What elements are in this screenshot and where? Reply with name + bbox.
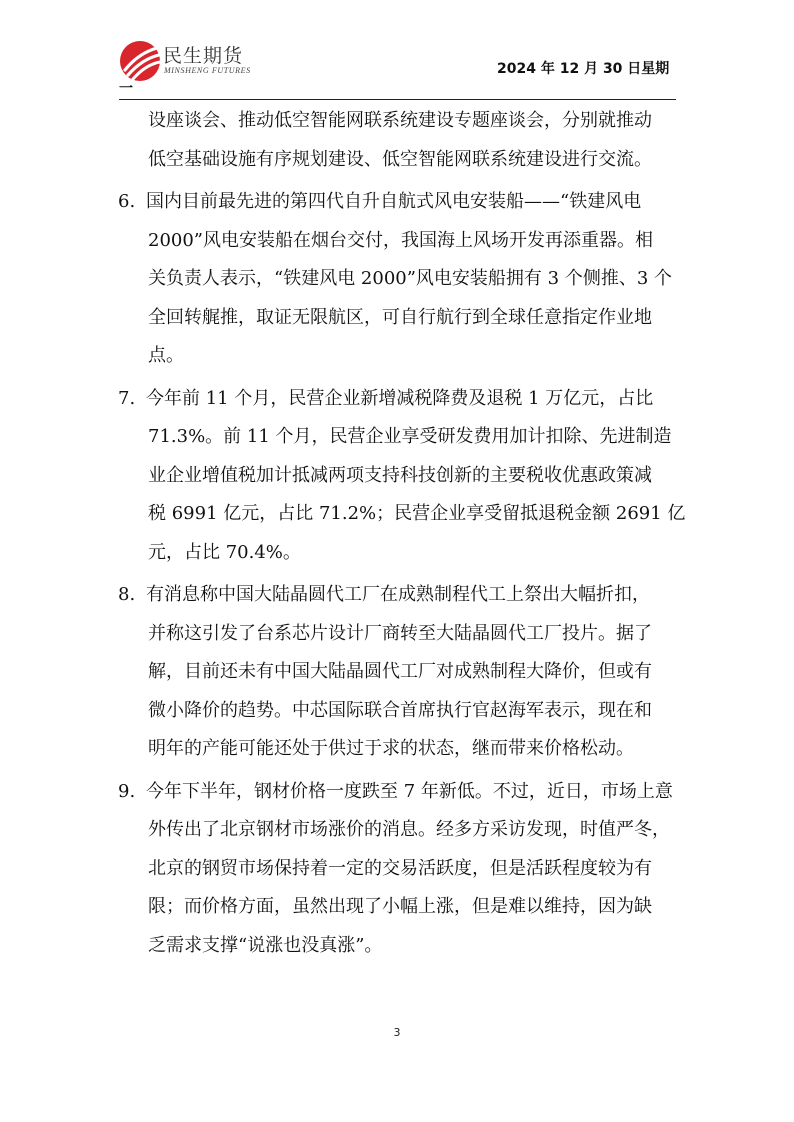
- brand-name-cn: 民生期货: [163, 45, 244, 67]
- text-line: 点。: [148, 345, 184, 366]
- text-line: 税 6991 亿元，占比 71.2%；民营企业享受留抵退税金额 2691 亿: [148, 503, 686, 524]
- news-item-9: [118, 773, 678, 966]
- text-line: 元，占比 70.4%。: [148, 541, 301, 563]
- text-line: 北京的钢贸市场保持着一定的交易活跃度，但是活跃程度较为有: [148, 857, 652, 879]
- continuation-paragraph: [118, 102, 678, 179]
- item-number: 6.: [118, 191, 136, 212]
- text-line: 乏需求支撑“说涨也没真涨”。: [148, 934, 383, 956]
- text-line: 微小降价的趋势。中芯国际联合首席执行官赵海军表示，现在和: [148, 699, 652, 721]
- text-line: 外传出了北京钢材市场涨价的消息。经多方采访发现，时值严冬，: [148, 819, 670, 840]
- item-number: 8.: [118, 584, 136, 605]
- text-line: 有消息称中国大陆晶圆代工厂在成熟制程代工上祭出大幅折扣，: [146, 584, 650, 605]
- item-number: 9.: [118, 780, 136, 802]
- news-item-8: [118, 576, 678, 769]
- item-number: 7.: [118, 387, 136, 409]
- text-line: 明年的产能可能还处于供过于求的状态，继而带来价格松动。: [148, 738, 634, 759]
- text-line: 全回转艉推，取证无限航区，可自行航行到全球任意指定作业地: [148, 306, 652, 328]
- report-date-wrap: 一: [119, 81, 133, 97]
- brand-name-en: MINSHENG FUTURES: [164, 66, 251, 75]
- text-line: 限；而价格方面，虽然出现了小幅上涨，但是难以维持，因为缺: [148, 896, 652, 917]
- text-line: 今年前 11 个月，民营企业新增减税降费及退税 1 万亿元，占比: [146, 387, 654, 409]
- news-list: [118, 102, 686, 965]
- news-item-6: [118, 183, 678, 376]
- header-divider: [119, 99, 676, 100]
- page-number: 3: [393, 1026, 401, 1039]
- text-line: 今年下半年，钢材价格一度跌至 7 年新低。不过，近日，市场上意: [146, 780, 673, 802]
- text-line: 低空基础设施有序规划建设、低空智能网联系统建设进行交流。: [148, 148, 652, 170]
- text-line: 业企业增值税加计抵减两项支持科技创新的主要税收优惠政策减: [148, 464, 652, 486]
- text-line: 国内目前最先进的第四代自升自航式风电安装船——“铁建风电: [146, 191, 642, 212]
- text-line: 2000”风电安装船在烟台交付，我国海上风场开发再添重器。相: [148, 229, 654, 251]
- text-line: 并称这引发了台系芯片设计厂商转至大陆晶圆代工厂投片。据了: [148, 622, 652, 644]
- text-line: 71.3%。前 11 个月，民营企业享受研发费用加计扣除、先进制造: [148, 426, 672, 447]
- page-header: [0, 0, 794, 102]
- text-line: 设座谈会、推动低空智能网联系统建设专题座谈会，分别就推动: [148, 110, 652, 131]
- news-item-7: [118, 380, 686, 573]
- minsheng-logo-icon: [119, 40, 161, 82]
- text-line: 关负责人表示，“铁建风电 2000”风电安装船拥有 3 个侧推、3 个: [148, 268, 673, 289]
- report-date: 2024 年 12 月 30 日星期: [497, 61, 670, 77]
- text-line: 解，目前还未有中国大陆晶圆代工厂对成熟制程大降价，但或有: [148, 661, 652, 682]
